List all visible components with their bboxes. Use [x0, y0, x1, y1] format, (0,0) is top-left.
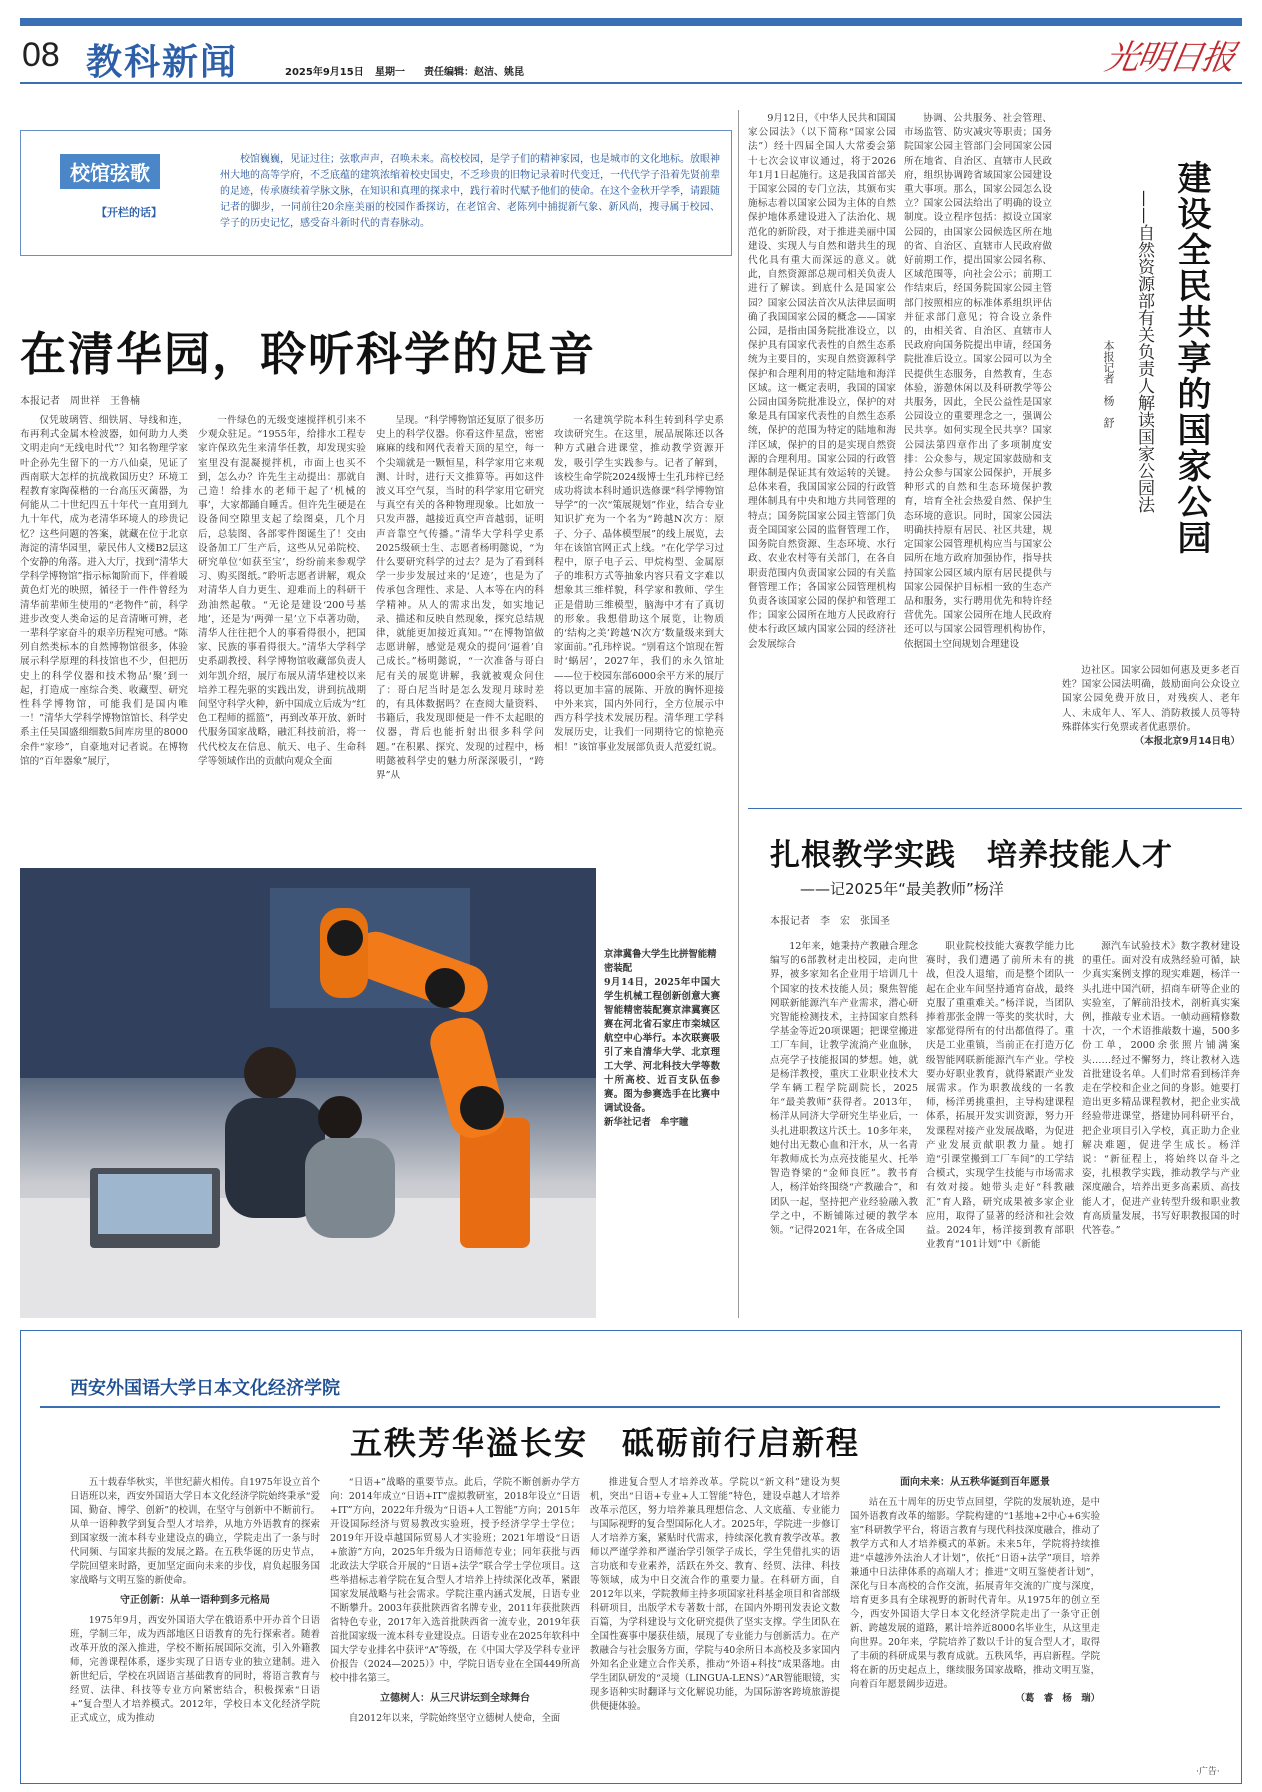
column-tag — [60, 154, 160, 189]
ad-column-1 — [70, 1476, 320, 1776]
park-dateline: （本报北京9月14日电） — [1134, 736, 1240, 748]
main-column-1 — [20, 414, 188, 854]
person-body-2 — [305, 1138, 395, 1238]
teacher-column-3 — [1082, 940, 1240, 1312]
photo-caption-text: 9月14日，2025年中国大学生机械工程创新创意大赛智能精密装配赛京津冀赛区赛在河北省石家庄市栾城区航空中心举行。本次联赛吸引了来自清华大学、北京理工大学、河北科技大学等数十所高校、近百支队伍参赛。图为参赛选手在比赛中调试设备。 — [604, 977, 720, 1114]
park-column-1-text: 9月12日，《中华人民共和国国家公园法》（以下简称“国家公园法”）经十四届全国人大常委会第十七次会议审议通过，将于2026年1月1日起施行。这是我国首部关于国家公园的专门立法，其颁布实施标志着以国家公园为主体的自然保护地体系建设进入了法治化、规范化的新阶段，对于推进美丽中国建设、实现人与自然和谐共生的现代化具有重大而深远的意义。就此，自然资源部总规司相关负责人进行了解读。到底什么是国家公园？国家公园法首次从法律层面明确了我国国家公园的概念——国家公园，是指由国务院批准设立，以保护具有国家代表性的自然生态系统为主要目的，实现自然资源科学保护和合理利用的特定陆地和海洋区域。这一概定表明，我国的国家公园由国务院批准设立，保护的对象是具有国家代表性的自然生态系统，保护的范围为特定的陆地和海洋区域，保护的目的是实现自然资源的合理利用。国家公园的行政管理体制是保证其有效运转的关键。总体来看，我国国家公园的行政管理体制具有中央和地方共同管理的特点；国务院国家公园主管部门负责全国国家公园的监督管理工作，国务院自然资源、生态环境、水行政、农业农村等有关部门，在各自职责范围内负责国家公园的有关监督管理工作；各国家公园管理机构负责各该国家公园的保护和管理工作；国家公园所在地方人民政府行使本行政区域内国家公园的经济社会发展综合 — [748, 113, 896, 650]
teacher-column-1 — [770, 940, 918, 1312]
ad-subhead-2: 立德树人：从三尺讲坛到全球舞台 — [380, 1693, 530, 1704]
park-subhead: ——自然资源部有关负责人解读国家公园法 — [1134, 190, 1154, 513]
responsible-editors: 责任编辑：赵洁、姚昆 — [424, 67, 524, 78]
main-column-2 — [198, 414, 366, 854]
main-column-3-text: 呈现。“科学博物馆还复原了很多历史上的科学仪器。你看这件星盘，密密麻麻的线和网代表着天顶的星空，每一个尖端就是一颗恒星，科学家用它来观测、计时，进行天文推算等。再如这件波义耳空气泵，当时的科学家用它研究与真空有关的各种物理现象。比如放一只发声器，越接近真空声音越弱，证明声音靠空气传播。”清华大学科学史系2025级硕士生、志愿者杨明懿说，“为什么要研究科学的过去？是为了看到科学一步步发展过来的‘足迹’，也是为了传承包含理性、求是、人本等在内的科学精神。从人的需求出发，如实地记录、描述和反映自然现象，探究总结规律，就能更加接近真知。”“在博物馆做志愿讲解，感觉是观众的提问‘逼着’自己成长。”杨明懿说，“一次准备与哥白尼有关的展览讲解，我就被观众问住了：哥白尼当时是怎么发现月球时差的，有具体数据吗？在查阅大量资料、书籍后，我发现即便是一件不太起眼的仪器，背后也能折射出很多科学问题。”在积累、探究、发现的过程中，杨明懿被科学史的魅力所深深吸引，“跨界”从 — [376, 415, 544, 782]
news-photo — [20, 868, 596, 1318]
ad-column-2-text-b: 自2012年以来，学院始终坚守立德树人使命，全面 — [348, 1713, 561, 1724]
park-column-1 — [748, 112, 896, 802]
teacher-column-2-text: 职业院校技能大赛教学能力比赛时，我们遭遇了前所未有的挑战，但没人退缩，而是整个团队一起在企业车间坚持通宵奋战，最终克服了重重难关。”杨洋说，当团队捧着那张金牌一等奖的奖状时，大家都觉得所有的付出都值得了。重庆是工业重镇，当前正在打造万亿级智能网联新能源汽车产业。学校要办好职业教育，就得紧跟产业发展需求。作为职教战线的一名教师，杨洋勇挑重担，主导构建课程体系，拓展开发实训资源，努力开发课程对接产业发展战略，为促进产业发展贡献职教力量。她打造“引课堂搬到工厂车间”的工学结合模式，实现学生技能与市场需求有效对接。她带头走好“科教融汇”育人路，研究成果被多家企业应用，取得了显著的经济和社会效益。2024年，杨洋接到教育部职业教育“101计划”中《新能 — [926, 941, 1074, 1251]
section-title: 教科新闻 — [86, 41, 239, 83]
teacher-column-1-text: 12年来，她秉持产教融合理念编写的6部教材走出校园，走向世界，被多家知名企业用于培训几十个国家的技术技能人员；聚焦智能网联新能源汽车产业需求，潜心研究智能检测技术，主持国家自然科学基金等近20项课题；把课堂搬进工厂车间，让教学流淌产业血脉，点亮学子技能报国的梦想。她，就是杨洋教授，重庆工业职业技术大学车辆工程学院副院长，2025年“最美教师”获得者。2013年，杨洋从同济大学研究生毕业后，一头扎进职教这片沃土。10多年来，她付出无数心血和汗水，从一名青年教师成长为点亮技能星火、托举智造脊梁的“金师良匠”。教书育人，杨洋始终围绕“产教融合”，和团队一起，坚持把产业经验融入教学之中，不断铺陈过硬的教学本领。“记得2021年，在各成全国 — [770, 941, 918, 1237]
ad-column-1-text-a: 五十载春华秋实，半世纪薪火相传。自1975年设立首个日语班以来，西安外国语大学日本文化经济学院始终秉承“爱国、勤奋、博学、创新”的校训，在坚守与创新中不断前行。从单一语种教学到复合型人才培养，从地方外语教育的探索到国家级一流本科专业建设点的确立，学院走出了一条与时代同频、与国家共振的发展之路。在五秩华诞的历史节点，学院回望来时路，更加坚定面向未来的步伐，肩负起服务国家战略与文明互鉴的新使命。 — [70, 1477, 320, 1586]
park-column-3 — [1062, 664, 1240, 774]
ad-subhead-1: 守正创新：从单一语种到多元格局 — [120, 1595, 270, 1606]
main-column-4 — [554, 414, 724, 854]
issue-date: 2025年9月15日 — [285, 67, 364, 78]
ad-headline: 五秩芳华溢长安 砥砺前行启新程 — [350, 1424, 861, 1462]
laptop-screen — [98, 1174, 212, 1234]
header-bottom-rule — [20, 82, 1242, 84]
main-column-1-text: 仅凭玻璃管、细铁屑、导线和连，布再利式金属木检波器，如何助力人类文明走向“无线电时代”？知名物理学家叶企孙先生留下的一方八仙桌，见证了西南联大怎样的抗战救国历史？环境工程教育家陶葆楷的一台高压灭菌器，为何能从二十世纪四五十年代一直用到九九十年代，成为老清华环境人的珍贵记忆？这些问题的答案，就藏在位于北京海淀的清华园里，蒙民伟人文楼B2层这个安静的角落。进入大厅，找到“清华大学科学博物馆”指示标匍阶而下，伴着暖黄色灯光的映照，循径于一件件曾经为清华前辈师生使用的“老物件”前，科学进步改变人类命运的足音清晰可辨，老一辈科学家奋斗的艰辛历程宛可感。“陈列自然类标本的自然博物馆很多，体验展示科学原理的科技馆也不少，但把历史上的科学仪器和技术物品‘聚’到一起，打造成一座综合类、收藏型、研究性科学博物馆，可能我们是国内唯一！”清华大学科学博物馆馆长、科学史系主任吴国盛细细数5间库房里的8000余件“家珍”，自豪地对记者说。在博物馆的“百年器象”展厅， — [20, 415, 188, 767]
ad-org-rule — [40, 1406, 1220, 1408]
robot-hinge-1 — [460, 1086, 504, 1130]
ad-subhead-3: 面向未来：从五秩华诞到百年愿景 — [900, 1477, 1050, 1488]
header-top-rule — [20, 18, 1242, 26]
park-column-3-text: 边社区。国家公园如何惠及更多老百姓？国家公园法明确，鼓励面向公众设立国家公园免费开放日，对残疾人、老年人、未成年人、军人、消防救援人员等特殊群体实行免票或者优惠票价。 — [1062, 665, 1240, 733]
ad-org-name: 西安外国语大学日本文化经济学院 — [70, 1378, 340, 1399]
page-number: 08 — [22, 36, 60, 74]
ad-column-4 — [850, 1476, 1100, 1776]
person-head-2 — [318, 1096, 362, 1140]
park-headline: 建设全民共享的国家公园 — [1171, 160, 1211, 556]
park-column-2-text: 协调、公共服务、社会管理、市场监管、防灾减灾等职责；国务院国家公园主管部门会同国家公园所在地省、自治区、直辖市人民政府，组织协调跨省域国家公园建设重大事项。那么，国家公园怎么设立？国家公园法给出了明确的设立制度。设立程序包括：拟设立国家公园的，由国家公园候选区所在地的省、自治区、直辖市人民政府做好前期工作，提出国家公园名称、区域范围等，向社会公示；前期工作结束后，经国务院国家公园主管部门按照相应的标准体系组织评估并征求部门意见；符合设立条件的，由相关省、自治区、直辖市人民政府向国务院提出申请，经国务院批准后设立。国家公园可以为全民提供生态服务，自然教育，生态体验，游憩休闲以及科研教学等公共服务，因此，全民公益性是国家公园设立的重要理念之一，强调公民共享。如何实现全民共享？国家公园法第四章作出了多项制度安排：公众参与，规定国家鼓励和支持公众参与国家公园保护，开展多种形式的自然和生态环境保护教育，培育全社会热爱自然、保护生态环境的意识。同时，国家公园法明确扶持原有居民、社区共建，规定国家公园管理机构应当与国家公园所在地方政府加强协作，指导扶持国家公园区域内原有居民提供与国家公园保护目标相一致的生态产品和服务，实行聘用优先和特许经营优先。国家公园所在地人民政府还可以与国家公园管理机构协作，依据国土空间规划合理建设 — [904, 113, 1052, 650]
main-column-4-text: 一名建筑学院本科生转到科学史系攻读研究生。在这里，展品展陈还以各种方式融合进课堂，推动教学资源开发，吸引学生实践参与。记者了解到，该校生命学院2024级博士生孔玮梓已经成功将读本科时通识选修课“科学博物馆导学”的一次“策展规划”作业，结合专业知识扩充为一个名为“跨越N次方：原子、分子、晶体模型展”的线上展览，去年在该馆官网正式上线。“在化学学习过程中，原子电子云、甲烷构型、金属原子的堆积方式等抽象内容只看文字难以想象其三维样貌，科学家和教师、学生正是借助三维模型，脑海中才有了真切的形象。我想借助这个展览，让物质的‘结构之美’跨越‘N次方’数量级来到大家面前。”孔玮梓说。“别看这个馆现在暂时‘蜗居’，2027年，我们的永久馆址——位于校园东部6000余平方米的展厅将以更加丰富的展陈、开放的胸怀迎接中外来宾，国内外同行，全方位展示中西方科学技术发展历程。清华理工学科发展历史，让我们一同期待它的惊艳亮相！”该馆事业发展部负责人范爱红说。 — [554, 415, 724, 753]
ad-column-1-text-b: 1975年9月，西安外国语大学在俄语系中开办首个日语班，学制三年，成为西部地区日语教育的先行探索者。随着改革开放的深入推进，学校不断拓展国际交流，引入外籍教师，完善课程体系，逐步实现了日语专业的独立建制。进入新世纪后，学校在巩固语言基础教育的同时，将语言教育与经贸、法律、科技等专业方向紧密结合，积极探索“日语+”复合型人才培养模式。2012年，学校日本文化经济学院正式成立，成为推动 — [70, 1615, 320, 1724]
main-headline: 在清华园，聆听科学的足音 — [20, 327, 596, 381]
main-column-2-text: 一件绿色的无级变速搅拌机引来不少观众驻足。“1955年，给排水工程专家许保玖先生来清华任教，却发现实验室里没有混凝搅拌机，市面上也买不到，怎么办？许先生主动提出：那就自己造！给排水的老师干起了‘机械的事’，大家都踊自睡舌。但许先生硬是在设备间空隙里支起了绘图桌，几个月后，总装图、各部零件图诞生了！交由设备加工厂生产后，这些从兄弟院校、研究单位‘如获至宝’，纷纷前来参观学习、购买图纸。”聆听志愿者讲解，观众对清华人自力更生、迎难而上的科研干劲油然起敬。“无论是建设‘200号基地’，还是为‘两弹一星’立下卓著功勋，清华人往往把个人的事看得很小，把国家、民族的事看得很大。”清华大学科学史系副教授、科学博物馆收藏部负责人刘年凯介绍，展厅布展从清华建校以来培养工程先驱的实践出发，讲到抗战期间坚守科学火种，新中国成立后成为“红色工程师的摇篮”，再到改革开放、新时代服务国家战略，融汇科技前沿，将一代代校友在信息、航天、电子、生命科学等领域作出的贡献向观众全面 — [198, 415, 366, 767]
park-byline: 本报记者 杨 舒 — [1102, 340, 1115, 428]
ad-mark: ·广告· — [1196, 1767, 1220, 1777]
column-divider — [738, 110, 739, 1318]
ad-credit: （葛 睿 杨 瑞） — [1015, 1693, 1100, 1704]
park-bottom-rule — [748, 808, 1242, 809]
park-column-2 — [904, 112, 1052, 802]
photo-caption — [604, 948, 720, 1248]
robot-hinge-3 — [327, 920, 363, 956]
ad-column-2 — [330, 1476, 580, 1776]
column-intro-paragraph: 校馆巍巍，见证过往；弦歌声声，召唤未来。高校校园，是学子们的精神家园，也是城市的文化地标。放眼神州大地的高等学府，不乏底蕴的建筑浓缩着校史国史，不乏珍贵的旧物记录着时代变迁，一代代学子沿着先贤前辈的足迹，传承赓续着学脉文脉，在知识和真理的探求中，践行着时代赋予他们的使命。在这个金秋开学季，请跟随记者的脚步，一同前往20余座美丽的校园作番探访，在老馆舍、老陈列中捕捉新气象、新风尚，搜寻属于校园、学子的历史记忆，感受奋斗新时代的青春脉动。 — [220, 154, 720, 229]
robot-arm-illustration — [20, 868, 596, 1318]
column-tag-label: 校馆弦歌 — [70, 161, 150, 185]
main-byline: 本报记者 周世祥 王鲁楠 — [20, 396, 140, 407]
masthead-logo: 光明日报 — [1101, 38, 1237, 78]
photo-caption-title: 京津冀鲁大学生比拼智能精密装配 — [604, 949, 717, 974]
photo-credit: 新华社记者 牟宇瞳 — [604, 1117, 689, 1128]
main-column-3 — [376, 414, 544, 854]
teacher-byline: 本报记者 李 宏 张国圣 — [770, 916, 890, 927]
column-intro-text — [220, 152, 720, 248]
person-head-1 — [244, 1047, 296, 1099]
teacher-column-2 — [926, 940, 1074, 1312]
ad-column-2-text-a: “日语+”战略的重要节点。此后，学院不断创新办学方向：2014年成立“日语+IT”虚拟教研室，2018年设立“日语+IT”方向，2022年升级为“日语+人工智能”方向；2015年开设国际经济与贸易教改实验班，授予经济学学士学位；2019年开设卓越国际贸易人才实验班；2021年增设“日语+旅游”方向，2025年升级为日语师范专业；同年获批与西北政法大学联合开展的“日语+法学”联合学士学位项目。这些举措标志着学院在复合型人才培养上持续深化改革，紧跟国家发展战略与社会需求。学院注重内涵式发展，日语专业不断攀升。2003年获批陕西省名牌专业，2011年获批陕西省特色专业，2017年入选首批陕西省一流专业，2019年获首批国家级一流本科专业建设点。日语专业在2025年软科中国大学专业排名中获评“A”等级，在《中国大学及学科专业评价报告（2024—2025）》中，学院日语专业在全国449所高校中排名第三。 — [330, 1477, 580, 1684]
ad-column-3-text: 推进复合型人才培养改革。学院以“新文科”建设为契机，突出“日语+专业+人工智能”特色，建设卓越人才培养改革示范区，努力培养兼具理想信念、人文底蕴、专业能力与国际视野的复合型国际化人才。2025年，学院进一步修订人才培养方案，紧贴时代需求，持续深化教育教学改革。教师以严谨学养和严谨治学引领学子成长，学生凭借扎实的语言功底和专业素养，活跃在外交、教育、经贸、法律、科技等领域，成为中日交流合作的重要力量。在科研方面，自2012年以来，学院教师主持多项国家社科基金项目和省部级科研项目，出版学术专著数十部，在国内外期刊发表论文数百篇，为学科建设与文化研究提供了坚实支撑。学生团队在全国性赛事中屡获佳绩，展现了专业能力与创新活力。在产教融合与社会服务方面，学院与40余所日本高校及多家国内外知名企业建立合作关系，推动“外语+科技”成果落地。由学生团队研发的“灵境（LINGUA-LENS）”AR智能眼镜，实现多语种实时翻译与文化解说功能，为国际游客跨境旅游提供便捷体验。 — [590, 1477, 840, 1712]
ad-column-3 — [590, 1476, 840, 1776]
teacher-headline: 扎根教学实践 培养技能人才 — [770, 838, 1173, 873]
ad-column-4-text: 站在五十周年的历史节点回望，学院的发展轨迹，是中国外语教育改革的缩影。学院构建的“1基地+2中心+6实验室”科研教学平台，将语言教育与现代科技深度融合，推动了教学方式和人才培养模式的革新。未来5年，学院将持续推进“卓越涉外法治人才计划”，依托“日语+法学”项目，培养兼通中日法律体系的高端人才；推进“文明互鉴使者计划”，深化与日本高校的合作交流，拓展青年交流的广度与深度，培育更多具有全球视野的新时代青年。从1975年的创立至今，西安外国语大学日本文化经济学院走出了一条守正创新、跨越发展的道路，累计培养近8000名毕业生，从这里走向世界。20年来，学院培养了数以千计的复合型人才，取得了丰硕的科研成果与教育成就。五秩风华，再启新程。学院将在新的历史起点上，继续服务国家战略，推动文明互鉴，向着百年愿景阔步迈进。 — [850, 1497, 1100, 1690]
teacher-subhead: ——记2025年“最美教师”杨洋 — [800, 880, 1004, 898]
issue-weekday: 星期一 — [375, 67, 405, 78]
robot-hinge-2 — [425, 968, 465, 1008]
column-intro-sublabel: 【开栏的话】 — [96, 206, 162, 219]
teacher-column-3-text: 源汽车试验技术》数字教材建设的重任。面对没有成熟经验可循，缺少真实案例支撑的现实难题，杨洋一头扎进中国汽研，招商车研等企业的实验室，了解前沿技术，剖析真实案例，推敲专业术语。一帧动画精修数十次，一个术语推敲数十遍，500多份工单，2000余张照片铺满案头……经过不懈努力，终让教材入选首批建设名单。人们时常看到杨洋奔走在学校和企业之间的身影。她要打造出更多精品课程教材，把企业实战经验带进课堂，搭建协同科研平台，把企业项目引入学校，真正助力企业解决难题，促进学生成长。杨洋说：“新征程上，将始终以奋斗之姿，扎根教学实践，推动教学与产业深度融合，培养出更多高素质、高技能人才，促进产业转型升级和职业教育高质量发展，书写好职教报国的时代答卷。” — [1082, 941, 1240, 1237]
